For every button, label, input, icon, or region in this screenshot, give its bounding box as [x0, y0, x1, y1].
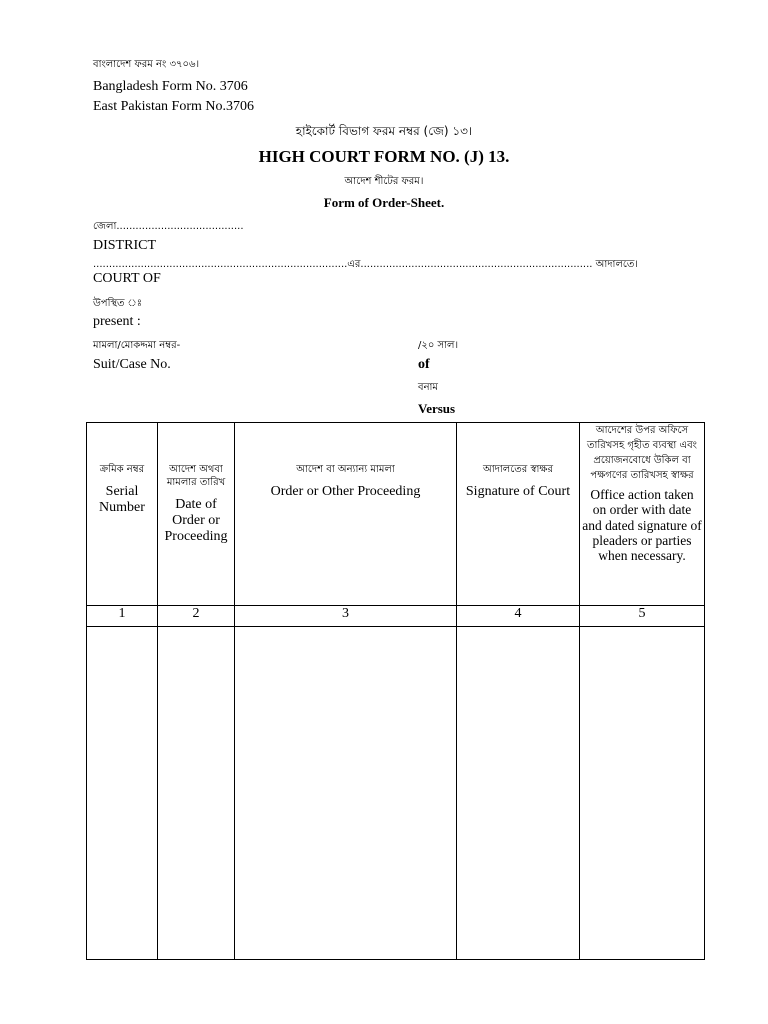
table-body-row [87, 627, 705, 960]
district-bn-label: জেলা........................................ [93, 221, 244, 232]
table-header-row [87, 423, 705, 606]
office-action-cell[interactable] [580, 627, 705, 960]
bn-order-sheet-title: আদেশ শীটের ফরম। [344, 176, 424, 187]
column-number: 2 [158, 606, 235, 627]
present-bn-label: উপস্থিত ঃ [93, 298, 143, 309]
court-of-label: COURT OF [93, 271, 161, 286]
header-office-action [580, 423, 705, 606]
column-number: 5 [580, 606, 705, 627]
header-en-label: Date of Order or Proceeding [164, 497, 228, 544]
column-number: 4 [457, 606, 580, 627]
versus-bn-label: বনাম [418, 382, 438, 393]
bn-form-number: বাংলাদেশ ফরম নং ৩৭০৬। [93, 59, 200, 70]
header-signature-of-court [457, 423, 580, 606]
date-cell[interactable] [158, 627, 235, 960]
column-number: 3 [235, 606, 457, 627]
header-bn-label: আদালতের স্বাক্ষর [482, 464, 554, 475]
east-pakistan-form-number: East Pakistan Form No.3706 [93, 99, 254, 114]
suit-case-number-label: Suit/Case No. [93, 357, 171, 372]
header-serial-number [87, 423, 158, 606]
header-order-or-proceeding [235, 423, 457, 606]
year-bn-label: /২০ সাল। [418, 340, 459, 351]
bn-high-court-form-title: হাইকোর্ট বিভাগ ফরম নম্বর (জে) ১৩। [295, 124, 473, 138]
serial-number-cell[interactable] [87, 627, 158, 960]
header-en-label: Office action taken on order with date and dated signature of pleaders or parties when necessary. [582, 487, 702, 564]
header-en-label: Order or Other Proceeding [270, 484, 421, 499]
bangladesh-form-number: Bangladesh Form No. 3706 [93, 79, 248, 94]
header-bn-label: আদেশের উপর অফিসে তারিখসহ গৃহীত ব্যবস্থা এবং প্রয়োজনবোধে উকিল বা পক্ষগণের তারিখসহ স্বাক্ষর [587, 425, 697, 481]
order-cell[interactable] [235, 627, 457, 960]
header-bn-label: আদেশ বা অন্যান্য মামলা [296, 464, 395, 475]
case-number-bn-label: মামলা/মোকদ্দমা নম্বর- [93, 340, 181, 351]
high-court-form-title: HIGH COURT FORM NO. (J) 13. [258, 147, 510, 166]
header-date-of-order [158, 423, 235, 606]
versus-label: Versus [418, 401, 456, 416]
district-label: DISTRICT [93, 238, 156, 253]
column-number-row [87, 606, 705, 627]
header-en-label: Signature of Court [465, 484, 571, 499]
signature-cell[interactable] [457, 627, 580, 960]
header-bn-label: ক্রমিক নম্বর [99, 464, 145, 475]
order-sheet-title: Form of Order-Sheet. [323, 195, 445, 210]
order-sheet-table [86, 422, 705, 960]
column-number: 1 [87, 606, 158, 627]
present-label: present : [93, 314, 141, 329]
header-en-label: Serial Number [99, 484, 145, 515]
of-label: of [418, 357, 430, 372]
header-bn-label: আদেশ অথবা মামলার তারিখ [166, 464, 226, 488]
court-dotted-line: ................................................................................এর......................................................................... আদালতে। [93, 259, 638, 270]
